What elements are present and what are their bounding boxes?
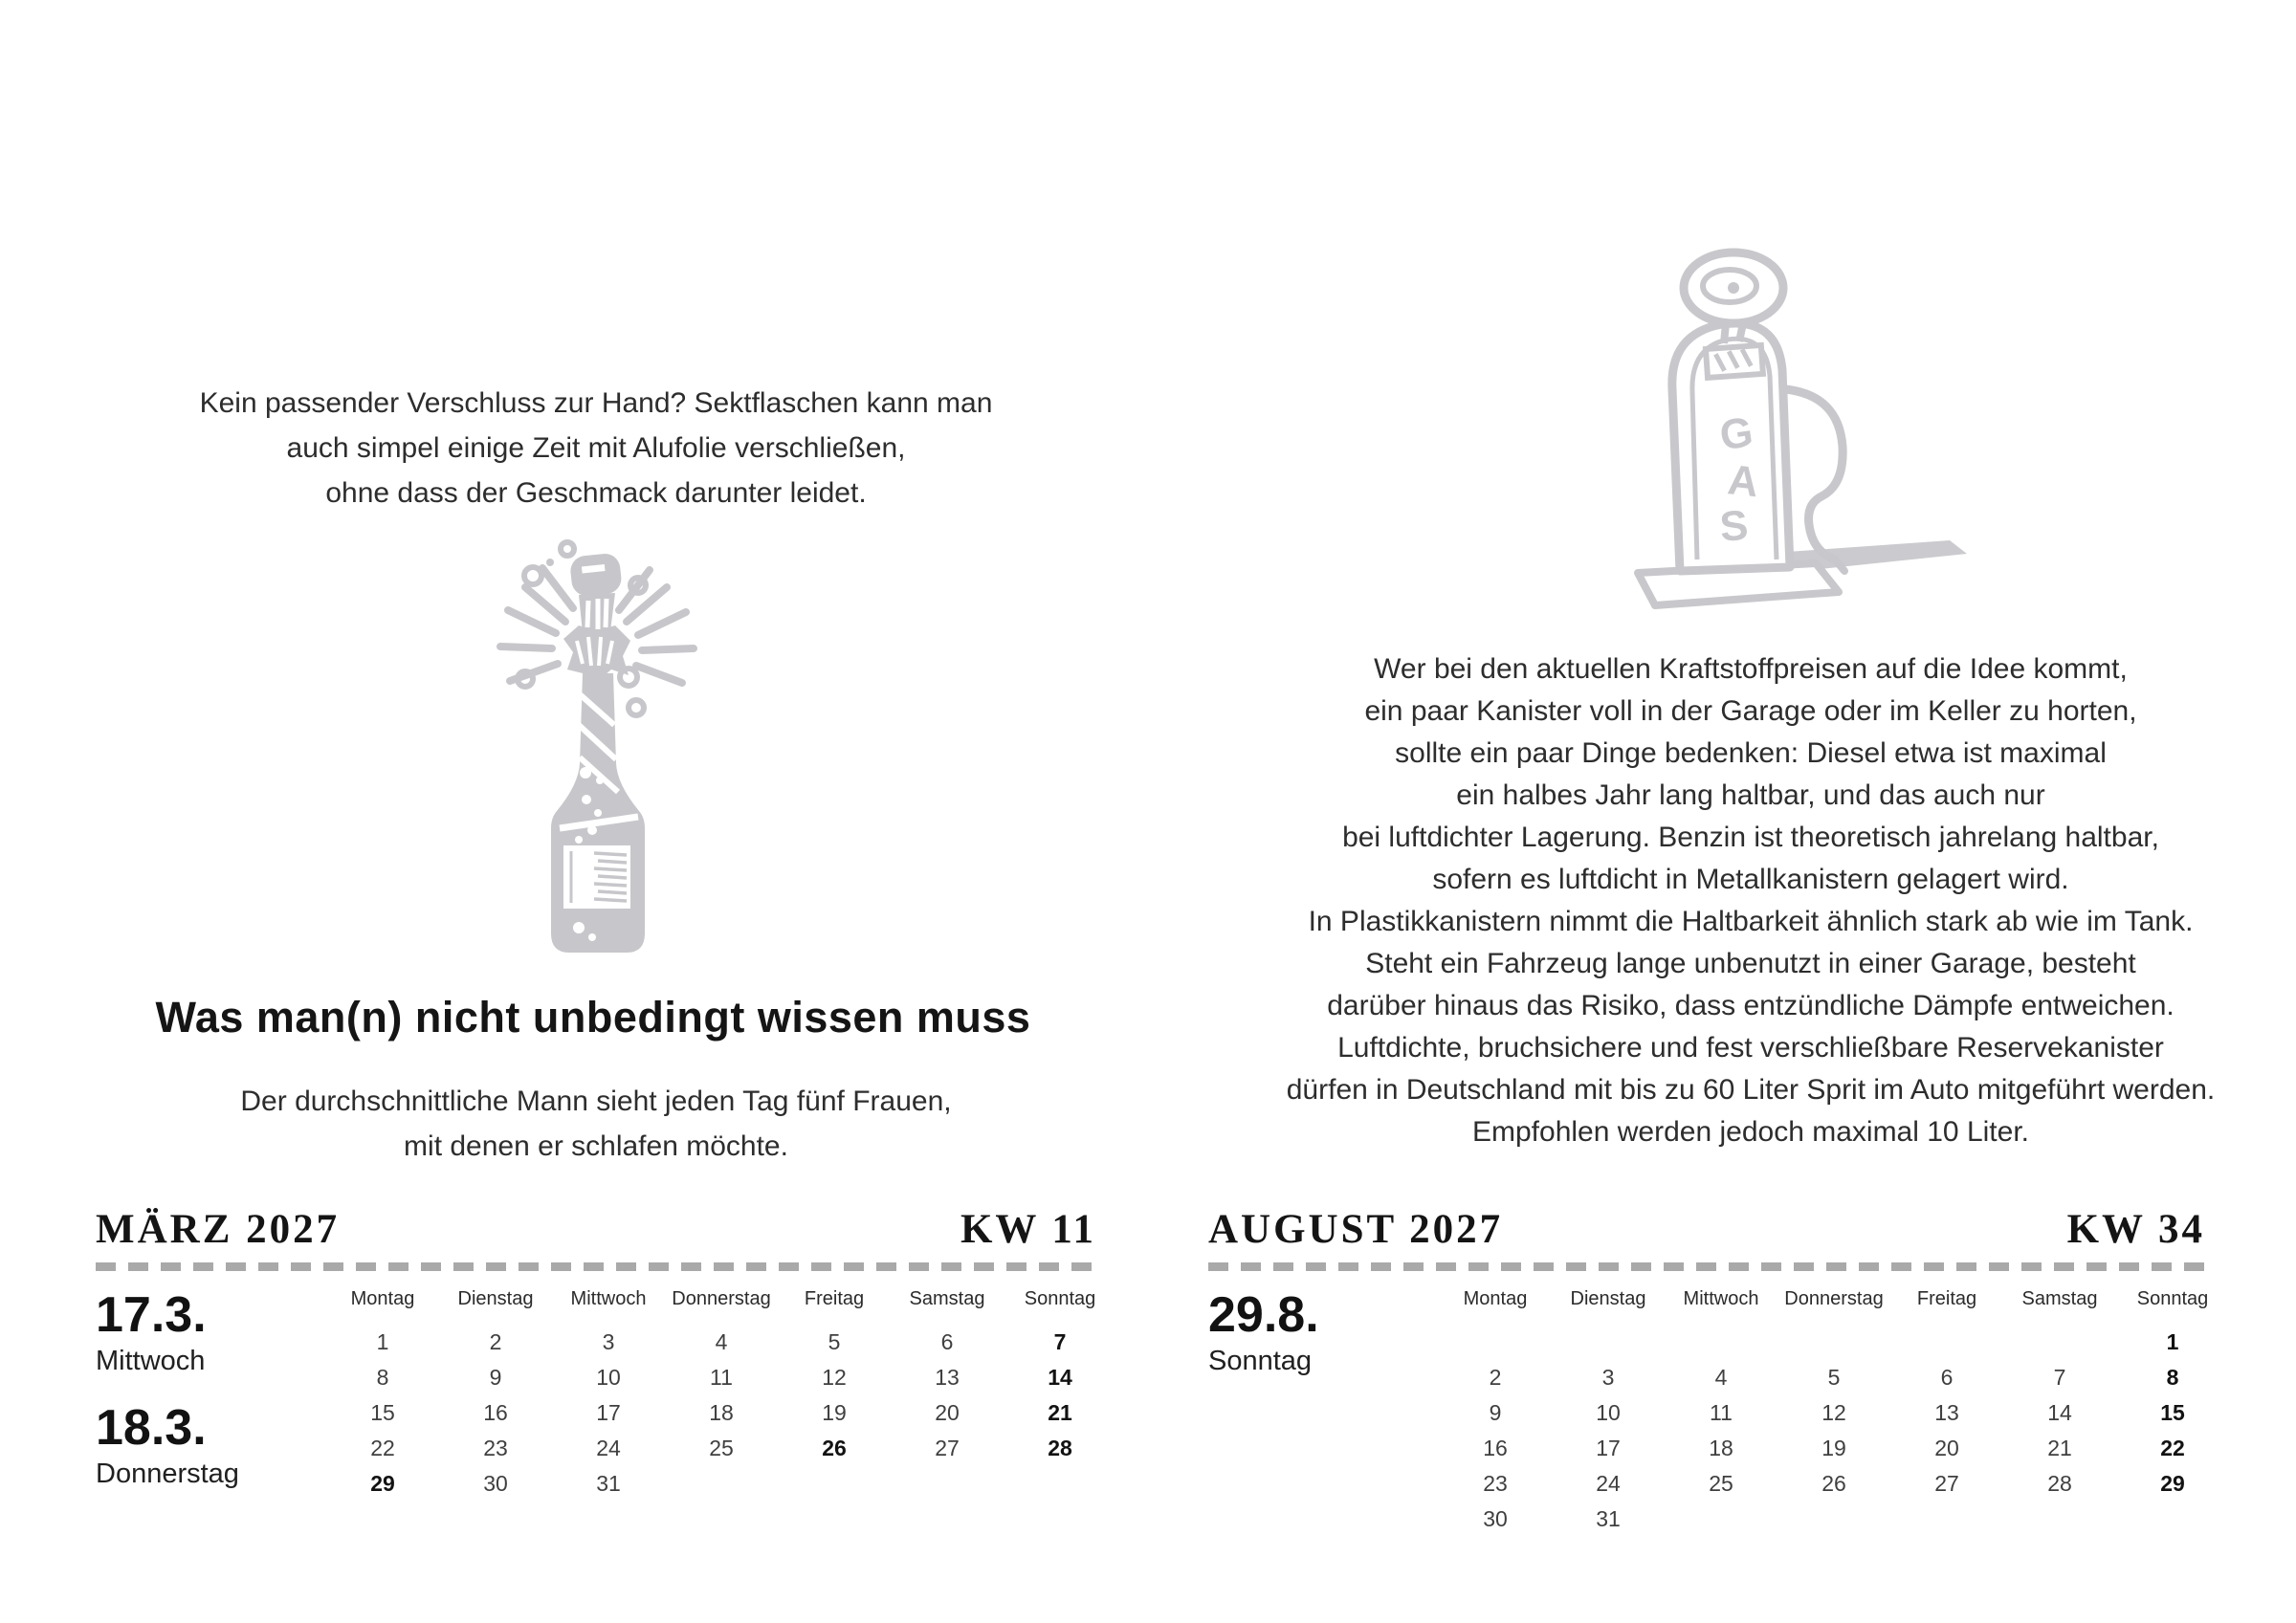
calendar-week-row (1439, 1466, 2229, 1502)
calendar-day-cell: 16 (1483, 1436, 1508, 1460)
day-header: Donnerstag (672, 1288, 771, 1309)
calendar-day-cell: 15 (2160, 1400, 2185, 1425)
calendar-day-cell: 19 (1821, 1436, 1846, 1460)
calendar-week-row (1439, 1325, 2229, 1360)
august-calendar (1208, 1207, 2209, 1575)
calendar-week-row (326, 1325, 1116, 1360)
calendar-day-headers (326, 1288, 1116, 1325)
entry-weekday: Sonntag (1208, 1346, 1313, 1376)
calendar-day-cell: 14 (2047, 1400, 2072, 1425)
calendar-day-cell: 8 (376, 1365, 389, 1390)
tip-line: dürfen in Deutschland mit bis zu 60 Liter Sprit im Auto mitgeführt werden. (1286, 1074, 2216, 1106)
day-header: Montag (1463, 1288, 1528, 1309)
calendar-day-headers (1439, 1288, 2229, 1325)
gas-pump-icon (1588, 244, 1971, 617)
month-label: AUGUST 2027 (1208, 1207, 1504, 1252)
calendar-day-cell: 5 (1827, 1365, 1841, 1390)
calendar-day-cell: 17 (596, 1400, 621, 1425)
calendar-day-cell: 3 (602, 1329, 615, 1354)
calendar-day-cell: 6 (1940, 1365, 1954, 1390)
day-header: Freitag (1916, 1288, 1977, 1309)
date-entry (96, 1401, 239, 1490)
calendar-day-cell: 29 (370, 1471, 395, 1496)
date-entry (1208, 1288, 1319, 1377)
calendar-day-cell: 27 (1934, 1471, 1959, 1496)
tip-line: darüber hinaus das Risiko, dass entzündliche Dämpfe entweichen. (1327, 990, 2175, 1021)
week-number-label: KW 11 (960, 1207, 1096, 1252)
calendar-day-cell: 26 (822, 1436, 847, 1460)
calendar-day-cell: 19 (822, 1400, 847, 1425)
dashed-divider (1208, 1262, 2205, 1271)
calendar-day-cell: 9 (1489, 1400, 1502, 1425)
calendar-day-cell: 31 (1596, 1506, 1621, 1531)
calendar-day-cell: 22 (370, 1436, 395, 1460)
month-label: MÄRZ 2027 (96, 1207, 341, 1252)
page-title: Was man(n) nicht unbedingt wissen muss (155, 993, 1031, 1042)
entry-weekday: Donnerstag (96, 1459, 239, 1489)
day-header: Samstag (909, 1288, 985, 1309)
calendar-day-cell: 5 (828, 1329, 841, 1354)
day-header: Samstag (2021, 1288, 2098, 1309)
calendar-day-cell: 12 (1821, 1400, 1846, 1425)
tip-line: ein paar Kanister voll in der Garage oder im Keller zu horten, (1364, 695, 2137, 727)
calendar-day-cell: 20 (1934, 1436, 1959, 1460)
tip-line: ein halbes Jahr lang haltbar, und das auch nur (1456, 779, 2045, 811)
day-header: Dienstag (457, 1288, 534, 1309)
calendar-day-cell: 26 (1821, 1471, 1846, 1496)
march-calendar (96, 1207, 1096, 1575)
tip-line: bei luftdichter Lagerung. Benzin ist theoretisch jahrelang haltbar, (1342, 822, 2159, 853)
calendar-header (1208, 1207, 2205, 1253)
calendar-day-cell: 9 (489, 1365, 502, 1390)
calendar-day-cell: 15 (370, 1400, 395, 1425)
calendar-week-row (1439, 1360, 2229, 1395)
tip-line: auch simpel einige Zeit mit Alufolie verschließen, (286, 432, 906, 464)
calendar-day-cell: 13 (935, 1365, 960, 1390)
calendar-day-cell: 20 (935, 1400, 960, 1425)
calendar-day-cell: 21 (1048, 1400, 1072, 1425)
calendar-weeks (326, 1325, 1116, 1502)
calendar-body (96, 1288, 1096, 1575)
calendar-day-cell: 2 (489, 1329, 502, 1354)
fact-line: Der durchschnittliche Mann sieht jeden Tag fünf Frauen, (240, 1086, 952, 1117)
calendar-body (1208, 1287, 2209, 1575)
calendar-day-cell: 12 (822, 1365, 847, 1390)
calendar-day-cell: 10 (596, 1365, 621, 1390)
calendar-day-cell: 14 (1048, 1365, 1072, 1390)
calendar-day-cell: 29 (2160, 1471, 2185, 1496)
calendar-day-cell: 4 (715, 1329, 728, 1354)
calendar-day-cell: 28 (2047, 1471, 2072, 1496)
gas-letter-a: A (1725, 456, 1761, 507)
champagne-bottle-icon (483, 534, 713, 964)
tip-line: sofern es luftdicht in Metallkanistern gelagert wird. (1432, 864, 2069, 895)
week-number-label: KW 34 (2066, 1207, 2205, 1252)
day-header: Mittwoch (1683, 1288, 1759, 1309)
month-grid (1439, 1288, 2229, 1537)
calendar-weeks (1439, 1325, 2229, 1537)
tip-line: Steht ein Fahrzeug lange unbenutzt in einer Garage, besteht (1365, 948, 2136, 979)
calendar-day-cell: 27 (935, 1436, 960, 1460)
calendar-day-cell: 23 (1483, 1471, 1508, 1496)
day-header: Montag (350, 1288, 415, 1309)
day-header: Sonntag (1024, 1288, 1096, 1309)
calendar-day-cell: 2 (1489, 1365, 1502, 1390)
dashed-divider (96, 1262, 1096, 1271)
day-header: Sonntag (2136, 1288, 2209, 1309)
day-header: Dienstag (1570, 1288, 1646, 1309)
right-tip-text (1234, 648, 2267, 1153)
calendar-day-cell: 30 (1483, 1506, 1508, 1531)
calendar-day-cell: 10 (1596, 1400, 1621, 1425)
entry-date: 29.8. (1208, 1287, 1319, 1343)
tip-line: In Plastikkanistern nimmt die Haltbarkeit ähnlich stark ab wie im Tank. (1308, 906, 2194, 937)
calendar-day-cell: 21 (2047, 1436, 2072, 1460)
calendar-week-row (326, 1360, 1116, 1395)
calendar-day-cell: 22 (2160, 1436, 2185, 1460)
day-header: Freitag (804, 1288, 865, 1309)
month-grid (326, 1288, 1116, 1502)
entry-weekday: Mittwoch (96, 1346, 206, 1376)
calendar-day-cell: 23 (483, 1436, 508, 1460)
calendar-day-cell: 3 (1601, 1365, 1615, 1390)
tip-line: Luftdichte, bruchsichere und fest verschließbare Reservekanister (1337, 1032, 2164, 1064)
calendar-week-row (1439, 1395, 2229, 1431)
calendar-day-cell: 4 (1714, 1365, 1728, 1390)
calendar-day-cell: 18 (709, 1400, 734, 1425)
calendar-day-cell: 11 (710, 1365, 733, 1390)
calendar-header (96, 1207, 1096, 1253)
calendar-day-cell: 18 (1709, 1436, 1733, 1460)
tip-line: Wer bei den aktuellen Kraftstoffpreisen auf die Idee kommt, (1374, 653, 2128, 685)
calendar-day-cell: 1 (376, 1329, 389, 1354)
calendar-week-row (1439, 1502, 2229, 1537)
entry-date: 18.3. (96, 1400, 207, 1456)
calendar-week-row (1439, 1431, 2229, 1466)
calendar-day-cell: 8 (2166, 1365, 2179, 1390)
calendar-day-cell: 24 (596, 1436, 621, 1460)
left-fact-text (96, 1079, 1096, 1169)
calendar-day-cell: 6 (940, 1329, 954, 1354)
calendar-day-cell: 13 (1934, 1400, 1959, 1425)
calendar-week-row (326, 1466, 1116, 1502)
calendar-day-cell: 24 (1596, 1471, 1621, 1496)
calendar-day-cell: 25 (709, 1436, 734, 1460)
calendar-day-cell: 11 (1710, 1400, 1733, 1425)
calendar-week-row (326, 1395, 1116, 1431)
gas-letter-g: G (1716, 408, 1756, 460)
calendar-day-cell: 17 (1596, 1436, 1621, 1460)
tip-line: sollte ein paar Dinge bedenken: Diesel etwa ist maximal (1395, 737, 2107, 769)
entry-date: 17.3. (96, 1287, 207, 1343)
calendar-day-cell: 7 (2053, 1365, 2066, 1390)
gas-letter-s: S (1717, 501, 1751, 551)
day-header: Donnerstag (1784, 1288, 1884, 1309)
day-header: Mittwoch (570, 1288, 647, 1309)
calendar-day-cell: 28 (1048, 1436, 1072, 1460)
date-entry (96, 1288, 207, 1377)
tip-line: Kein passender Verschluss zur Hand? Sektflaschen kann man (199, 387, 993, 419)
calendar-day-cell: 31 (596, 1471, 621, 1496)
tip-line: ohne dass der Geschmack darunter leidet. (325, 477, 867, 509)
fact-line: mit denen er schlafen möchte. (404, 1130, 788, 1162)
calendar-day-cell: 1 (2166, 1329, 2179, 1354)
left-tip-text (96, 381, 1096, 515)
calendar-week-row (326, 1431, 1116, 1466)
tip-line: Empfohlen werden jedoch maximal 10 Liter. (1472, 1116, 2029, 1148)
calendar-day-cell: 25 (1709, 1471, 1733, 1496)
calendar-day-cell: 16 (483, 1400, 508, 1425)
calendar-day-cell: 7 (1053, 1329, 1067, 1354)
calendar-day-cell: 30 (483, 1471, 508, 1496)
